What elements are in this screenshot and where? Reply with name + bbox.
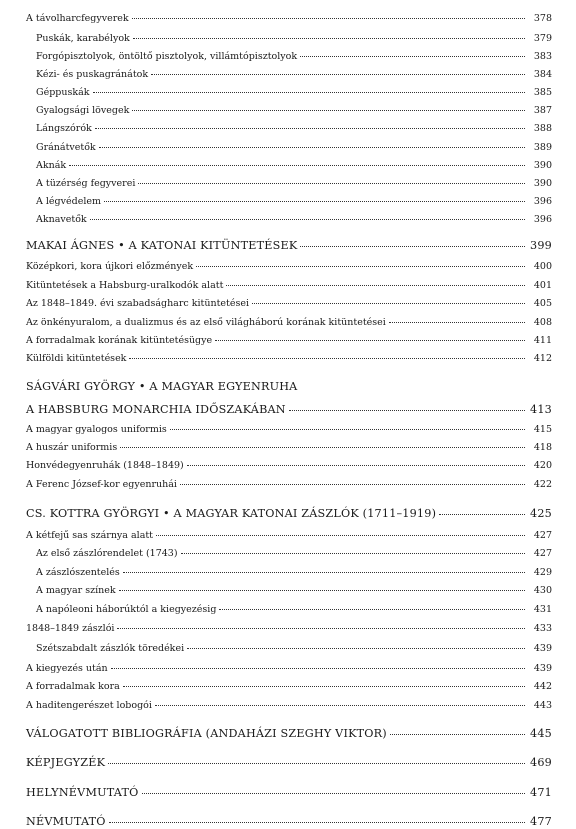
toc-page-number: 379 [533, 33, 552, 44]
dot-leader [180, 484, 525, 485]
toc-entry-title: CS. KOTTRA GYÖRGYI • A MAGYAR KATONAI ZÁSZLÓK (1711–1919) [26, 507, 437, 520]
dot-leader [129, 358, 525, 359]
toc-entry[interactable] [26, 299, 552, 310]
toc-page-number: 399 [530, 239, 552, 252]
toc-entry-title: A tüzérség fegyverei [36, 178, 136, 189]
toc-entry-title: Forgópisztolyok, öntöltő pisztolyok, villámtópisztolyok [36, 51, 298, 62]
toc-entry-title: 1848–1849 zászlói [26, 623, 115, 634]
toc-entry-title: Az önkényuralom, a dualizmus és az első világháború korának kitüntetései [26, 317, 386, 328]
toc-entry[interactable] [36, 586, 552, 597]
toc-entry[interactable] [26, 354, 552, 365]
toc-entry-title: A magyar színek [36, 585, 116, 596]
dot-leader [219, 609, 525, 610]
toc-entry-title: Kitüntetések a Habsburg-uralkodók alatt [26, 280, 224, 291]
dot-leader [119, 590, 525, 591]
toc-entry[interactable] [26, 480, 552, 491]
toc-entry[interactable] [36, 143, 552, 154]
toc-page-number: 401 [533, 280, 552, 291]
toc-page-number: 420 [533, 460, 552, 471]
dot-leader [187, 465, 525, 466]
toc-entry[interactable] [26, 531, 552, 542]
toc-page-number: 383 [533, 51, 552, 62]
toc-entry-title: A magyar gyalogos uniformis [26, 424, 167, 435]
toc-page-number: 390 [533, 178, 552, 189]
toc-page-number: 471 [530, 786, 552, 799]
toc-entry-title: Az első zászlórendelet (1743) [36, 548, 178, 559]
toc-page-number: 477 [530, 815, 552, 828]
toc-entry[interactable] [36, 215, 552, 226]
toc-entry[interactable] [26, 461, 552, 472]
toc-page-number: 388 [533, 123, 552, 134]
dot-leader [69, 165, 525, 166]
toc-entry[interactable] [26, 425, 552, 436]
toc-page-number: 443 [533, 700, 552, 711]
toc-page-number: 387 [533, 105, 552, 116]
dot-leader [133, 38, 525, 39]
toc-page-number: 427 [533, 530, 552, 541]
toc-page-number: 385 [533, 87, 552, 98]
dot-leader [142, 793, 526, 794]
toc-entry-title: MAKAI ÁGNES • A KATONAI KITÜNTETÉSEK [26, 239, 298, 252]
toc-page-number: 405 [533, 298, 552, 309]
toc-entry-title: Honvédegyenruhák (1848–1849) [26, 460, 184, 471]
toc-page-number: 396 [533, 214, 552, 225]
dot-leader [123, 572, 525, 573]
toc-page-number: 430 [533, 585, 552, 596]
dot-leader [104, 201, 525, 202]
toc-section-heading[interactable] [26, 728, 552, 741]
dot-leader [90, 219, 525, 220]
toc-section-heading[interactable] [26, 508, 552, 521]
toc-section-heading[interactable] [26, 816, 552, 829]
toc-entry[interactable] [36, 124, 552, 135]
toc-entry-title: A kiegyezés után [26, 663, 108, 674]
toc-entry[interactable] [26, 281, 552, 292]
dot-leader [123, 686, 525, 687]
toc-entry[interactable] [26, 701, 552, 712]
toc-page-number: 396 [533, 196, 552, 207]
toc-page-number: 412 [533, 353, 552, 364]
toc-entry-title: Lángszórók [36, 123, 92, 134]
toc-section-heading[interactable] [26, 240, 552, 253]
toc-page-number: 439 [533, 643, 552, 654]
toc-entry[interactable] [36, 605, 552, 616]
dot-leader [196, 266, 525, 267]
toc-entry[interactable] [36, 34, 552, 45]
dot-leader [111, 668, 525, 669]
toc-page-number: 429 [533, 567, 552, 578]
dot-leader [117, 628, 525, 629]
toc-entry[interactable] [26, 624, 552, 635]
toc-section-heading[interactable] [26, 404, 552, 417]
dot-leader [289, 410, 525, 411]
toc-entry-title: A forradalmak kora [26, 681, 120, 692]
toc-entry[interactable] [26, 318, 552, 329]
toc-entry-title: HELYNÉVMUTATÓ [26, 786, 139, 799]
toc-entry[interactable] [36, 52, 552, 63]
toc-entry-title: A zászlószentelés [36, 567, 120, 578]
toc-entry-title: A kétfejű sas szárnya alatt [26, 530, 153, 541]
toc-entry[interactable] [26, 664, 552, 675]
toc-entry[interactable] [26, 336, 552, 347]
toc-page-number: 439 [533, 663, 552, 674]
toc-page-number: 408 [533, 317, 552, 328]
toc-entry-title: A haditengerészet lobogói [26, 700, 152, 711]
toc-page-number: 415 [533, 424, 552, 435]
toc-entry-title: A forradalmak korának kitüntetésügye [26, 335, 213, 346]
toc-entry-title: Külföldi kitüntetések [26, 353, 127, 364]
toc-entry[interactable] [26, 443, 552, 454]
toc-section-heading[interactable] [26, 757, 552, 770]
toc-entry[interactable] [36, 70, 552, 81]
toc-section-heading[interactable] [26, 787, 552, 800]
toc-entry-title: Puskák, karabélyok [36, 33, 130, 44]
dot-leader [109, 822, 525, 823]
dot-leader [132, 110, 525, 111]
dot-leader [93, 92, 525, 93]
toc-page-number: 427 [533, 548, 552, 559]
toc-entry[interactable] [36, 644, 552, 655]
toc-entry[interactable] [26, 682, 552, 693]
dot-leader [187, 648, 525, 649]
toc-page-number: 433 [533, 623, 552, 634]
toc-entry-title: NÉVMUTATÓ [26, 815, 106, 828]
dot-leader [120, 447, 525, 448]
dot-leader [300, 246, 525, 247]
toc-entry-title: A légvédelem [36, 196, 101, 207]
toc-page-number: 378 [533, 13, 552, 24]
toc-entry-title: Az 1848–1849. évi szabadságharc kitüntetései [26, 298, 249, 309]
toc-page-number: 400 [533, 261, 552, 272]
toc-page-number: 389 [533, 142, 552, 153]
toc-entry[interactable] [36, 88, 552, 99]
toc-entry[interactable] [36, 549, 552, 560]
toc-page-number: 431 [533, 604, 552, 615]
toc-entry-title: A Ferenc József-kor egyenruhái [26, 479, 177, 490]
toc-entry[interactable] [36, 179, 552, 190]
toc-page-number: 425 [530, 507, 552, 520]
toc-entry-title: A huszár uniformis [26, 442, 118, 453]
dot-leader [132, 18, 525, 19]
dot-leader [155, 705, 525, 706]
dot-leader [138, 183, 525, 184]
dot-leader [95, 128, 525, 129]
dot-leader [300, 56, 525, 57]
toc-entry-title: Gránátvetők [36, 142, 96, 153]
toc-page-number: 418 [533, 442, 552, 453]
dot-leader [389, 322, 525, 323]
toc-page-number: 390 [533, 160, 552, 171]
toc-entry-title: A napóleoni háborúktól a kiegyezésig [36, 604, 217, 615]
dot-leader [99, 147, 525, 148]
dot-leader [108, 763, 525, 764]
dot-leader [151, 74, 525, 75]
toc-entry-title: A HABSBURG MONARCHIA IDŐSZAKÁBAN [26, 403, 286, 416]
toc-entry[interactable] [36, 106, 552, 117]
toc-entry-title: Aknák [36, 160, 67, 171]
toc-entry-title: Aknavetők [36, 214, 87, 225]
toc-entry-title: KÉPJEGYZÉK [26, 756, 106, 769]
toc-page-number: 445 [530, 727, 552, 740]
toc-entry-title: Kézi- és puskagránátok [36, 69, 149, 80]
toc-entry[interactable] [36, 161, 552, 172]
toc-entry[interactable] [26, 14, 552, 25]
toc-entry-title: Középkori, kora újkori előzmények [26, 261, 194, 272]
toc-page-number: 469 [530, 756, 552, 769]
toc-entry[interactable] [26, 262, 552, 273]
toc-page-number: 411 [533, 335, 552, 346]
dot-leader [252, 303, 525, 304]
toc-entry[interactable] [36, 568, 552, 579]
dot-leader [215, 340, 525, 341]
dot-leader [439, 514, 525, 515]
toc-entry-title: VÁLOGATOTT BIBLIOGRÁFIA (ANDAHÁZI SZEGHY VIKTOR) [26, 727, 387, 740]
toc-entry-title: Gyalogsági lövegek [36, 105, 130, 116]
toc-page-number: 413 [530, 403, 552, 416]
toc-page-number: 442 [533, 681, 552, 692]
dot-leader [170, 429, 525, 430]
dot-leader [156, 535, 525, 536]
toc-page-number: 384 [533, 69, 552, 80]
toc-entry-title: Géppuskák [36, 87, 90, 98]
toc-entry-title: A távolharcfegyverek [26, 13, 129, 24]
dot-leader [181, 553, 525, 554]
toc-entry-title: Szétszabdalt zászlók töredékei [36, 643, 185, 654]
toc-entry[interactable] [36, 197, 552, 208]
dot-leader [226, 285, 525, 286]
section-heading-line: SÁGVÁRI GYÖRGY • A MAGYAR EGYENRUHA [26, 380, 298, 393]
dot-leader [390, 734, 525, 735]
toc-page-number: 422 [533, 479, 552, 490]
